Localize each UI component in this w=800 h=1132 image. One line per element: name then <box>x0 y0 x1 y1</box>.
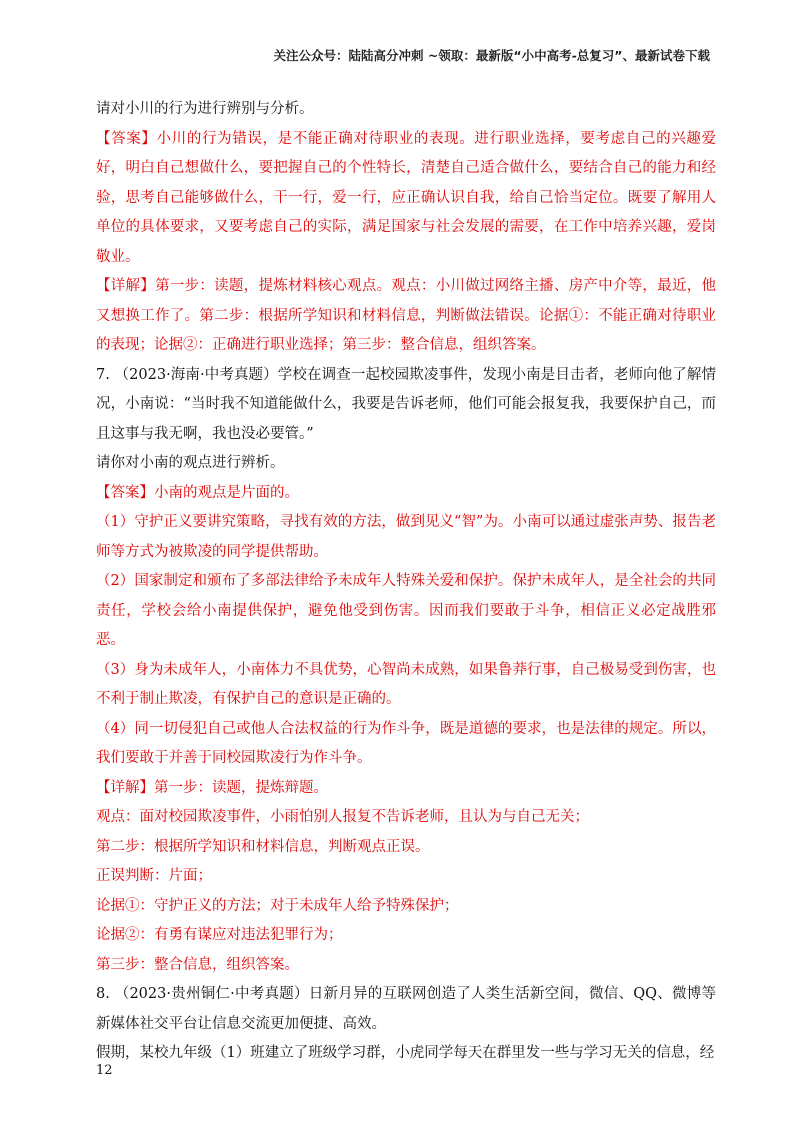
explanation-line: 第二步：根据所学知识和材料信息，判断观点正误。 <box>96 838 430 855</box>
page-number: 12 <box>96 1063 113 1078</box>
answer-paragraph: 【答案】小川的行为错误，是不能正确对待职业的表现。进行职业选择，要考虑自己的兴趣爱好，明白自己想做什么，要把握自己的个性特长，清楚自己适合做什么，要结合自己的能力和经验，思考自己能够做什么，干一行，爱一行，应正确认识自我，给自己恰当定位。既要了解用人单位的具体要求，又要考虑自己的实际，满足国家与社会发展的需要，在工作中培养兴趣，爱岗敬业。 <box>96 130 716 265</box>
answer-point-1: （1）守护正义要讲究策略，寻找有效的方法，做到见义“智”为。小南可以通过虚张声势、报告老师等方式为被欺凌的同学提供帮助。 <box>96 514 716 560</box>
page-header-banner: 关注公众号：陆陆高分冲刺 ~领取：最新版“小中高考-总复习”、最新试卷下载 <box>273 48 710 63</box>
document-body <box>96 95 716 1069</box>
question-8-scenario: 假期，某校九年级（1）班建立了班级学习群，小虎同学每天在群里发一些与学习无关的信息，经 <box>96 1045 715 1061</box>
explanation-line: 论据①：守护正义的方法；对于未成年人给予特殊保护； <box>96 897 459 914</box>
answer-point-2: （2）国家制定和颁布了多部法律给予未成年人特殊关爱和保护。保护未成年人，是全社会的共同责任，学校会给小南提供保护，避免他受到伤害。因而我们要敢于斗争，相信正义必定战胜邪恶。 <box>96 573 716 648</box>
answer-point-4: （4）同一切侵犯自己或他人合法权益的行为作斗争，既是道德的要求，也是法律的规定。所以，我们要敢于并善于同校园欺凌行为作斗争。 <box>96 720 716 766</box>
question-prompt: 请对小川的行为进行辨别与分析。 <box>96 101 314 117</box>
explanation-line: 第三步：整合信息，组织答案。 <box>96 956 299 973</box>
question-7: 7. （2023·海南·中考真题）学校在调查一起校园欺凌事件，发现小南是目击者，老师向他了解情况，小南说：“当时我不知道能做什么，我要是告诉老师，他们可能会报复我，我要保护自己，而且这事与我无啊，我也没必要管。” <box>96 366 716 442</box>
answer-paragraph: 【答案】小南的观点是片面的。 <box>96 484 299 501</box>
explanation-line: 论据②：有勇有谋应对违法犯罪行为； <box>96 927 343 943</box>
explanation-paragraph: 【详解】第一步：读题，提炼材料核心观点。观点：小川做过网络主播、房产中介等，最近，他又想换工作了。第二步：根据所学知识和材料信息，判断做法错误。论据①：不能正确对待职业的表现；论据②：正确进行职业选择；第三步：整合信息，组织答案。 <box>96 278 716 353</box>
answer-point-3: （3）身为未成年人，小南体力不具优势，心智尚未成熟，如果鲁莽行事，自己极易受到伤害，也不利于制止欺凌，有保护自己的意识是正确的。 <box>96 661 716 707</box>
question-prompt: 请你对小南的观点进行辨析。 <box>96 455 285 471</box>
explanation-line: 正误判断：片面； <box>96 868 212 884</box>
explanation-paragraph: 【详解】第一步：读题，提炼辩题。 <box>96 779 328 796</box>
explanation-line: 观点：面对校园欺凌事件，小雨怕别人报复不告诉老师，且认为与自己无关； <box>96 809 589 825</box>
question-8: 8. （2023·贵州铜仁·中考真题）日新月异的互联网创造了人类生活新空间，微信、QQ、微博等新媒体社交平台让信息交流更加便捷、高效。 <box>96 986 716 1032</box>
